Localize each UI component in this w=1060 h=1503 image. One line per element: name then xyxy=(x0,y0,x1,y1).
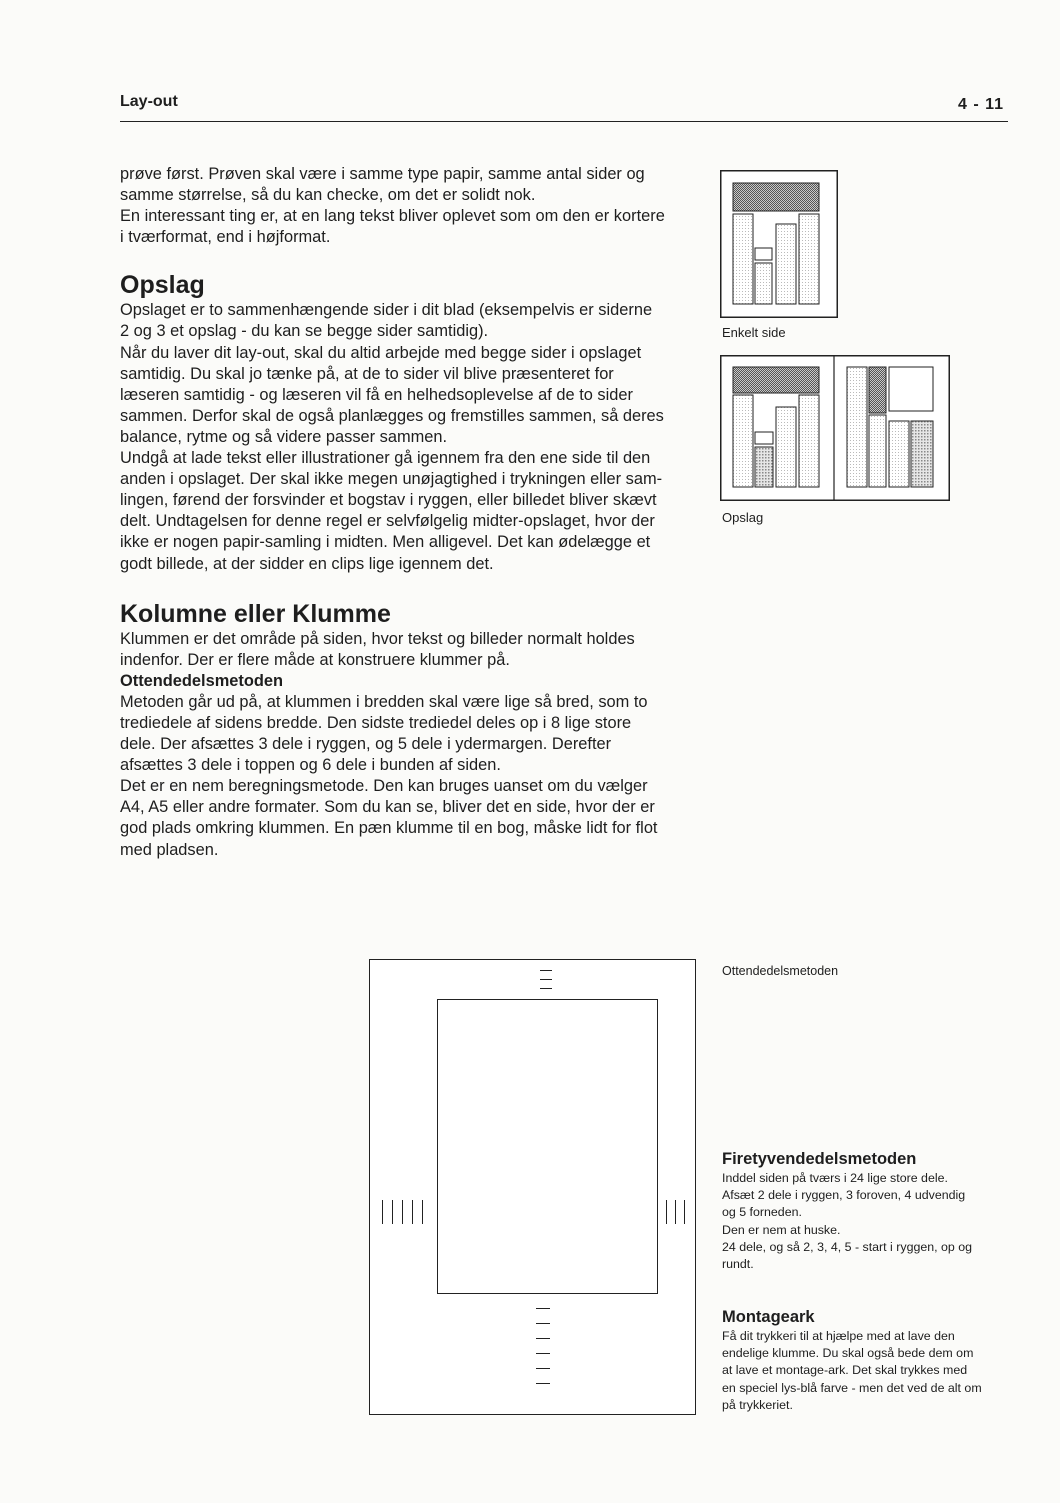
text-line: Den er nem at huske. xyxy=(722,1222,841,1237)
text-line: balance, rytme og så videre passer sammen. xyxy=(120,427,448,446)
text-line: læseren samtidig - og læseren vil få en helhedsoplevelse af de to sider xyxy=(120,385,633,404)
text-line: Metoden går ud på, at klummen i bredden skal være lige så bred, som to xyxy=(120,692,648,711)
margin-tick xyxy=(392,1200,393,1224)
opslag-diagram xyxy=(720,355,950,501)
heading-opslag: Opslag xyxy=(120,271,205,300)
text-line: samme størrelse, så du kan checke, om det er solidt nok. xyxy=(120,186,536,205)
margin-tick xyxy=(684,1200,685,1224)
margin-tick xyxy=(536,1308,550,1309)
text-line: En interessant ting er, at en lang tekst bliver oplevet som om den er kortere xyxy=(120,207,665,226)
klumme-area xyxy=(437,999,658,1294)
caption-ottendedel: Ottendedelsmetoden xyxy=(722,964,839,978)
text-line: Når du laver dit lay-out, skal du altid arbejde med begge sider i opslaget xyxy=(120,343,642,362)
text-line: prøve først. Prøven skal være i samme type papir, samme antal sider og xyxy=(120,165,645,183)
text-line: i tværformat, end i højformat. xyxy=(120,228,331,247)
text-line: lingen, førend der forsvinder et bogstav i ryggen, eller billedet bliver skævt xyxy=(120,491,657,510)
text-line: at lave et montage-ark. Det skal trykkes med xyxy=(722,1363,968,1378)
text-line: Få dit trykkeri til at hjælpe med at lave den xyxy=(722,1329,955,1343)
text-line: Undgå at lade tekst eller illustrationer gå igennem fra den ene side til den xyxy=(120,449,651,468)
text-line: dele. Der afsættes 3 dele i ryggen, og 5 dele i ydermargen. Derefter xyxy=(120,735,612,754)
text-line: 2 og 3 et opslag - du kan se begge sider samtidig). xyxy=(120,322,489,341)
text-line: anden i opslaget. Der skal ikke megen unøjagtighed i trykningen eller sam- xyxy=(120,470,663,489)
text-line: Det er en nem beregningsmetode. Den kan bruges uanset om du vælger xyxy=(120,777,648,796)
margin-tick xyxy=(540,979,552,980)
text-line: på trykkeriet. xyxy=(722,1397,793,1412)
montageark-note xyxy=(722,1307,1010,1414)
margin-tick xyxy=(536,1338,550,1339)
heading-montageark: Montageark xyxy=(722,1308,815,1326)
text-line: godt billede, at der sidder en clips lige igennem det. xyxy=(120,554,494,573)
margin-tick xyxy=(536,1323,550,1324)
margin-tick xyxy=(540,970,552,971)
running-header-section: Lay-out xyxy=(120,93,178,110)
opslag-paragraph xyxy=(120,300,698,574)
text-line: en speciel lys-blå farve - men det ved de alt om xyxy=(722,1380,982,1395)
caption-enkelt-side: Enkelt side xyxy=(722,325,786,340)
text-line: og 5 forneden. xyxy=(722,1205,802,1220)
margin-tick xyxy=(422,1200,423,1224)
margin-tick xyxy=(382,1200,383,1224)
text-line: A4, A5 eller andre formater. Som du kan se, bliver det en side, hvor der er xyxy=(120,798,655,817)
margin-tick xyxy=(536,1368,550,1369)
heading-firetyvendedel: Firetyvendedelsmetoden xyxy=(722,1150,917,1168)
kolumne-paragraph xyxy=(120,629,698,861)
margin-tick xyxy=(536,1353,550,1354)
margin-tick xyxy=(412,1200,413,1224)
text-line: trediedele af sidens bredde. Den sidste trediedel deles op i 8 lige store xyxy=(120,713,632,732)
text-line: med pladsen. xyxy=(120,840,219,859)
text-line: sammen. Derfor skal de også planlægges og fremstilles sammen, så deres xyxy=(120,406,664,425)
margin-tick xyxy=(675,1200,676,1224)
margin-tick xyxy=(536,1383,550,1384)
ottendedel-page-diagram xyxy=(369,959,696,1415)
enkelt-side-diagram xyxy=(720,170,838,318)
intro-paragraph xyxy=(120,164,698,248)
text-line: Inddel siden på tværs i 24 lige store dele. xyxy=(722,1171,948,1185)
text-line: Klummen er det område på siden, hvor tekst og billeder normalt holdes xyxy=(120,629,635,648)
text-line: delt. Undtagelsen for denne regel er selvfølgelig midter-opslaget, hvor der xyxy=(120,512,655,531)
firetyvendedel-note xyxy=(722,1149,1010,1273)
text-line: afsættes 3 dele i toppen og 6 dele i bunden af siden. xyxy=(120,756,501,775)
margin-tick xyxy=(402,1200,403,1224)
caption-opslag: Opslag xyxy=(722,510,764,525)
page-number: 4 - 11 xyxy=(958,96,1005,113)
margin-tick xyxy=(666,1200,667,1224)
text-line: Afsæt 2 dele i ryggen, 3 foroven, 4 udvendig xyxy=(722,1188,966,1203)
text-line: endelige klumme. Du skal også bede dem om xyxy=(722,1346,974,1361)
text-line: ikke er nogen papir-samling i midten. Men alligevel. Det kan ødelægge et xyxy=(120,533,651,552)
text-line: 24 dele, og så 2, 3, 4, 5 - start i ryggen, op og xyxy=(722,1239,973,1254)
margin-tick xyxy=(540,988,552,989)
heading-kolumne: Kolumne eller Klumme xyxy=(120,599,391,628)
text-line: samtidig. Du skal jo tænke på, at de to sider vil blive præsenteret for xyxy=(120,364,614,383)
text-line: god plads omkring klummen. En pæn klumme til en bog, måske lidt for flot xyxy=(120,819,658,838)
text-line: indenfor. Der er flere måde at konstruere klummer på. xyxy=(120,650,510,669)
text-line: Opslaget er to sammenhængende sider i dit blad (eksempelvis er siderne xyxy=(120,301,653,320)
text-line: rundt. xyxy=(722,1257,754,1272)
main-text-column xyxy=(120,164,698,861)
header-rule xyxy=(120,121,1008,122)
subheading-ottendedelsmetoden: Ottendedelsmetoden xyxy=(120,671,284,690)
